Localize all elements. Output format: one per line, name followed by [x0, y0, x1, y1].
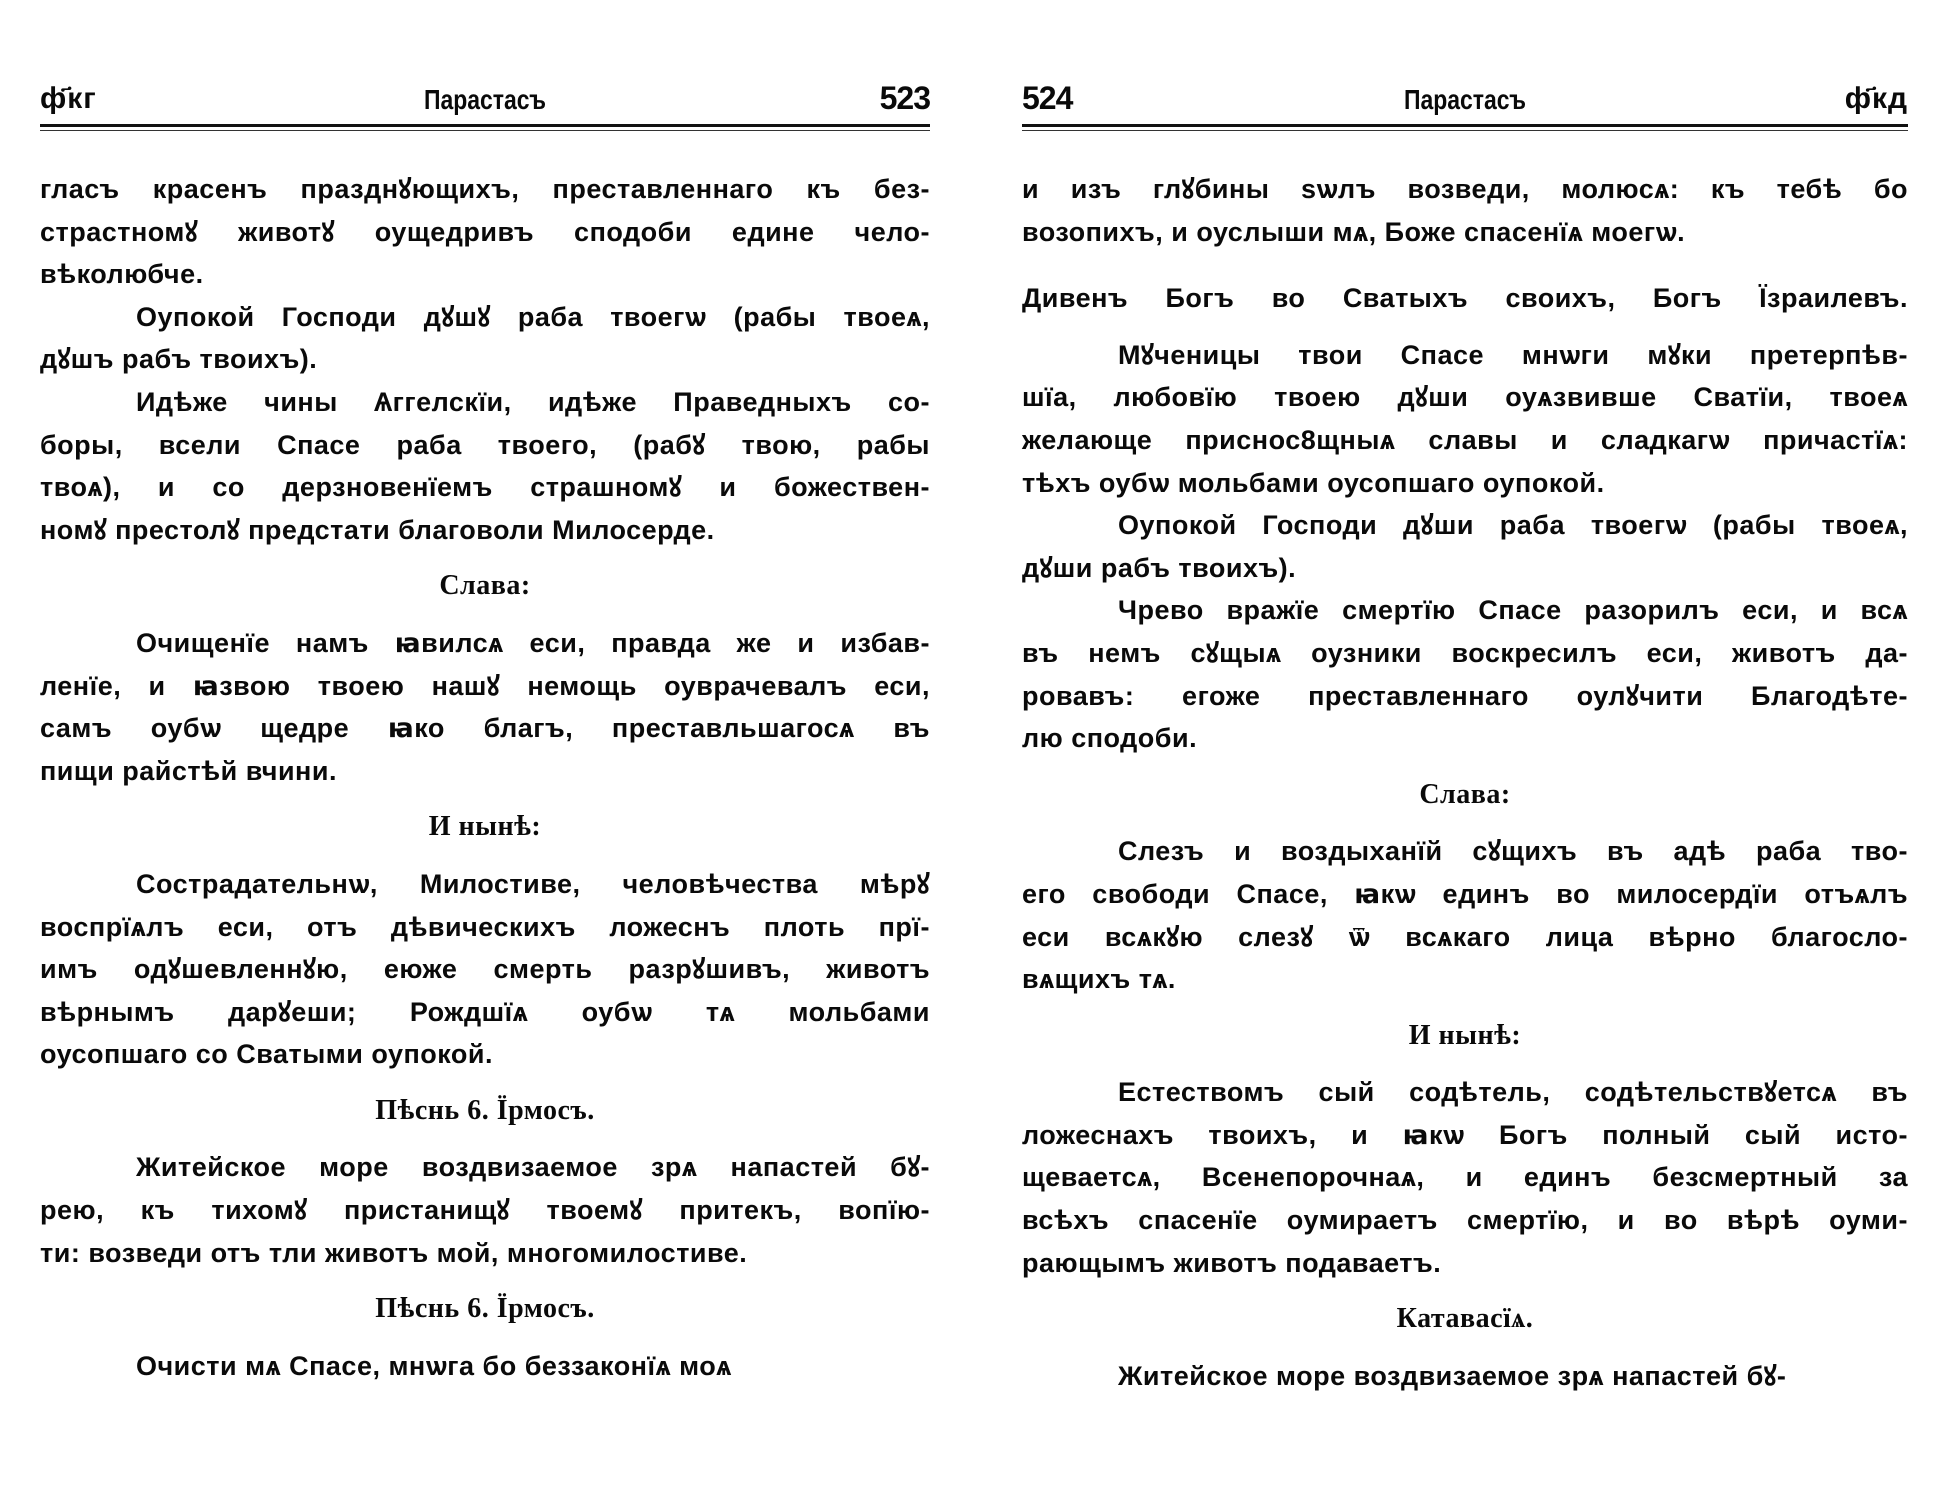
text-line: вѧщихъ тѧ.: [1022, 964, 1176, 995]
spacer: [40, 608, 930, 622]
text-line: ленїе, и ꙗзвою твоею нашꙋ немощь оуврачевалъ еси,: [40, 670, 930, 701]
running-header: [40, 78, 930, 118]
paragraph: [40, 1345, 930, 1388]
text-line: ти: возведи отъ тли животъ мой, многомилостиве.: [40, 1237, 748, 1268]
text-line: номꙋ престолꙋ предстати благоволи Милосерде.: [40, 514, 715, 545]
paragraph: [1022, 589, 1908, 759]
spacer: [1022, 1341, 1908, 1355]
header-rule: [1022, 124, 1908, 127]
text-line: ложеснахъ твоихъ, и ꙗкѡ Богъ полный сый исто-: [1022, 1119, 1908, 1150]
text-line: дꙋши рабъ твоихъ).: [1022, 552, 1297, 583]
spacer: [40, 792, 930, 806]
header-rule: [40, 124, 930, 127]
running-title: Парастасъ: [423, 84, 547, 115]
text-line: всѣхъ спасенїе оумираетъ смертїю, и во вѣрѣ оуми-: [1022, 1205, 1908, 1236]
verse-line: Дивенъ Богъ во Сватыхъ своихъ, Богъ Їзраилевъ.: [1022, 283, 1908, 314]
text-line: пищи райстѣй вчини.: [40, 755, 337, 786]
text-line: лю сподоби.: [1022, 723, 1198, 754]
text-line: твоѧ), и со дерзновенїемъ страшномꙋ и божествен-: [40, 472, 930, 503]
text-line: страстномꙋ животꙋ оущедривъ сподоби едине чело-: [40, 216, 930, 247]
text-line: щеваетсѧ, Всенепорочнаѧ, и единъ безсмертный за: [1022, 1162, 1908, 1193]
spacer: [1022, 1057, 1908, 1071]
text-line: Житейское море воздвизаемое зрѧ напастей бꙋ-: [136, 1152, 930, 1183]
text-line: Оупокой Господи дꙋшꙋ раба твоегѡ (рабы твоеѧ,: [136, 301, 930, 332]
paragraph: [40, 622, 930, 792]
paragraph: [1022, 168, 1908, 253]
section-heading: Слава:: [1419, 778, 1511, 810]
paragraph: [40, 296, 930, 381]
slavonic-page-number: ф҃кд: [1844, 82, 1908, 115]
text-line: Мꙋченицы твои Спасе мнѡги мꙋки претерпѣв-: [1118, 339, 1908, 370]
text-line: Очисти мѧ Спасе, мнѡга бо беззаконїѧ моѧ: [136, 1350, 732, 1381]
header-rule-thin: [1022, 130, 1908, 131]
text-line: его свободи Спасе, ꙗкѡ единъ во милосердїи отъѧлъ: [1022, 878, 1908, 909]
section-heading: Пѣснь 6. Їрмосъ.: [375, 1094, 595, 1126]
spacer: [40, 1331, 930, 1345]
text-line: и изъ глꙋбины ѕѡлъ возведи, молюсѧ: къ тебѣ бо: [1022, 174, 1908, 204]
text-line: шїа, любовїю твоею дꙋши оуѧзвивше Сватїи, твоеѧ: [1022, 382, 1908, 413]
paragraph: [1022, 830, 1908, 1000]
paragraph: [1022, 1071, 1908, 1284]
text-line: возопихъ, и оуслыши мѧ, Боже спасенїѧ моегѡ.: [1022, 216, 1686, 247]
text-line: самъ оубѡ щедре ꙗко благъ, преставльшагосѧ въ: [40, 713, 930, 744]
paragraph: [40, 1146, 930, 1274]
slavonic-page-number: ф҃кг: [40, 82, 97, 115]
text-line: воспрїѧлъ еси, отъ дѣвическихъ ложеснъ плоть прї-: [40, 911, 930, 942]
spacer: [40, 849, 930, 863]
page-number: 524: [1022, 80, 1073, 116]
text-line: еси всѧкꙋю слезꙋ ѿ всѧкаго лица вѣрно благосло-: [1022, 921, 1908, 952]
section-heading: Катавасїѧ.: [1396, 1303, 1534, 1335]
paragraph: [40, 168, 930, 296]
spacer: [1022, 760, 1908, 774]
page-number: 523: [879, 80, 930, 116]
left-page: [40, 0, 930, 1500]
running-title: Парастасъ: [1403, 84, 1527, 115]
text-line: гласъ красенъ празднꙋющихъ, преставленнаго къ без-: [40, 174, 930, 204]
page-body: [1022, 168, 1908, 1397]
spacer: [40, 1132, 930, 1146]
text-line: вѣколюбче.: [40, 259, 204, 290]
text-line: желающе приснос8щныѧ славы и сладкагѡ причастїѧ:: [1022, 424, 1908, 455]
paragraph: [1022, 1355, 1908, 1398]
spacer: [1022, 816, 1908, 830]
text-line: дꙋшъ рабъ твоихъ).: [40, 344, 318, 375]
text-line: Очищенїе намъ ꙗвилсѧ еси, правда же и избав-: [136, 627, 930, 658]
section-heading: Слава:: [439, 570, 531, 602]
running-header: [1022, 78, 1908, 118]
text-line: Житейское море воздвизаемое зрѧ напастей бꙋ-: [1118, 1360, 1787, 1391]
text-line: имъ одꙋшевленнꙋю, еюже смерть разрꙋшивъ, животъ: [40, 954, 930, 985]
text-line: ровавъ: егоже преставленнаго оулꙋчити Благодѣте-: [1022, 680, 1908, 711]
text-line: рающымъ животъ подаваетъ.: [1022, 1247, 1442, 1278]
text-line: въ немъ сꙋщыѧ оузники воскресилъ еси, животъ да-: [1022, 637, 1908, 668]
paragraph: [40, 863, 930, 1076]
paragraph: [40, 381, 930, 551]
spacer: [1022, 1284, 1908, 1298]
text-line: рею, къ тихомꙋ пристанищꙋ твоемꙋ притекъ, вопїю-: [40, 1195, 930, 1226]
text-line: тѣхъ оубѡ мольбами оусопшаго оупокой.: [1022, 467, 1605, 498]
spacer: [1022, 320, 1908, 334]
section-heading: Пѣснь 6. Їрмосъ.: [375, 1293, 595, 1325]
text-line: Слезъ и воздыханїй сꙋщихъ въ адѣ раба тво-: [1118, 836, 1908, 867]
text-line: Сострадательнѡ, Милостиве, человѣчества мѣрꙋ: [136, 868, 930, 899]
text-line: Естествомъ сый содѣтель, содѣтельствꙋетсѧ въ: [1118, 1077, 1908, 1108]
paragraph: [1022, 504, 1908, 589]
spacer: [40, 551, 930, 565]
spacer: [1022, 253, 1908, 277]
section-heading: И нынѣ:: [1408, 1019, 1522, 1051]
right-page: [1022, 0, 1908, 1500]
page-body: [40, 168, 930, 1387]
header-rule-thin: [40, 130, 930, 131]
text-line: Оупокой Господи дꙋши раба твоегѡ (рабы твоеѧ,: [1118, 510, 1908, 541]
text-line: вѣрнымъ дарꙋеши; Рождшїѧ оубѡ тѧ мольбами: [40, 996, 930, 1027]
text-line: Чрево вражїе смертїю Спасе разорилъ еси, и всѧ: [1118, 595, 1908, 626]
spacer: [40, 1076, 930, 1090]
text-line: оусопшаго со Сватыми оупокой.: [40, 1039, 494, 1070]
text-line: Идѣже чины Ѧггелскїи, идѣже Праведныхъ со-: [136, 386, 930, 417]
spacer: [40, 1274, 930, 1288]
spacer: [1022, 1001, 1908, 1015]
text-line: боры, всели Спасе раба твоего, (рабꙋ твою, рабы: [40, 429, 930, 460]
section-heading: И нынѣ:: [428, 811, 542, 843]
paragraph: [1022, 334, 1908, 504]
